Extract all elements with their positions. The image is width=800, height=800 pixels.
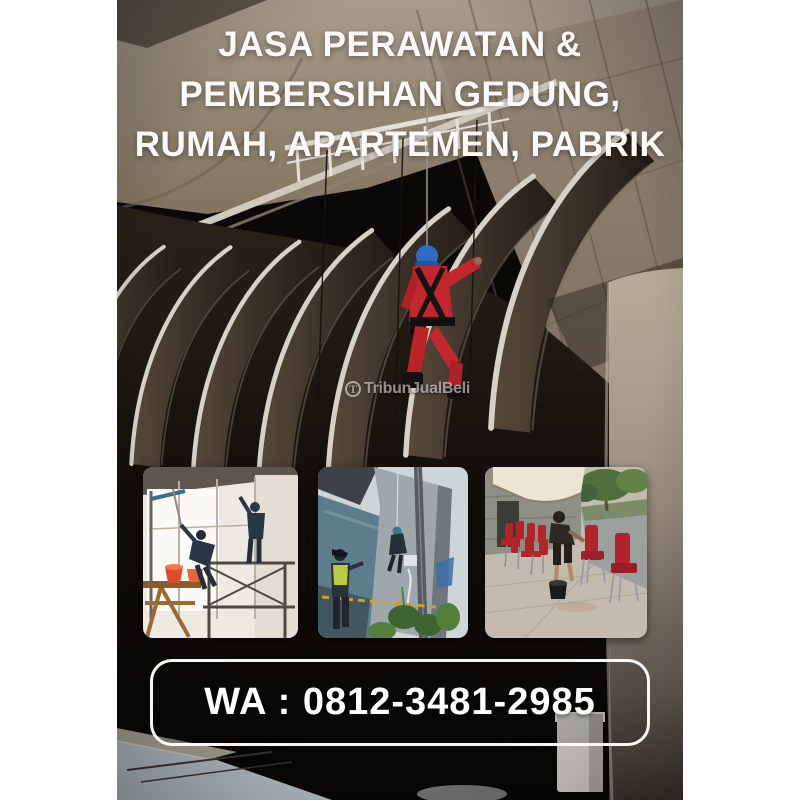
title-line-3: RUMAH, APARTEMEN, PABRIK xyxy=(134,125,666,164)
watermark xyxy=(345,380,470,398)
watermark-text: TribunJualBeli xyxy=(364,380,471,397)
thumb-facade-rappelling-photo xyxy=(318,467,468,638)
tribun-logo-icon: T xyxy=(345,381,361,397)
service-flyer xyxy=(117,0,683,800)
flyer-title xyxy=(117,20,683,170)
title-line-2: PEMBERSIHAN GEDUNG, xyxy=(179,75,621,114)
thumb-window-cleaning-photo xyxy=(143,467,298,638)
whatsapp-banner xyxy=(150,659,650,746)
whatsapp-number-text: WA : 0812-3481-2985 xyxy=(204,681,596,723)
thumb-chair-cleaning-photo xyxy=(485,467,647,638)
title-line-1: JASA PERAWATAN & xyxy=(218,25,582,64)
